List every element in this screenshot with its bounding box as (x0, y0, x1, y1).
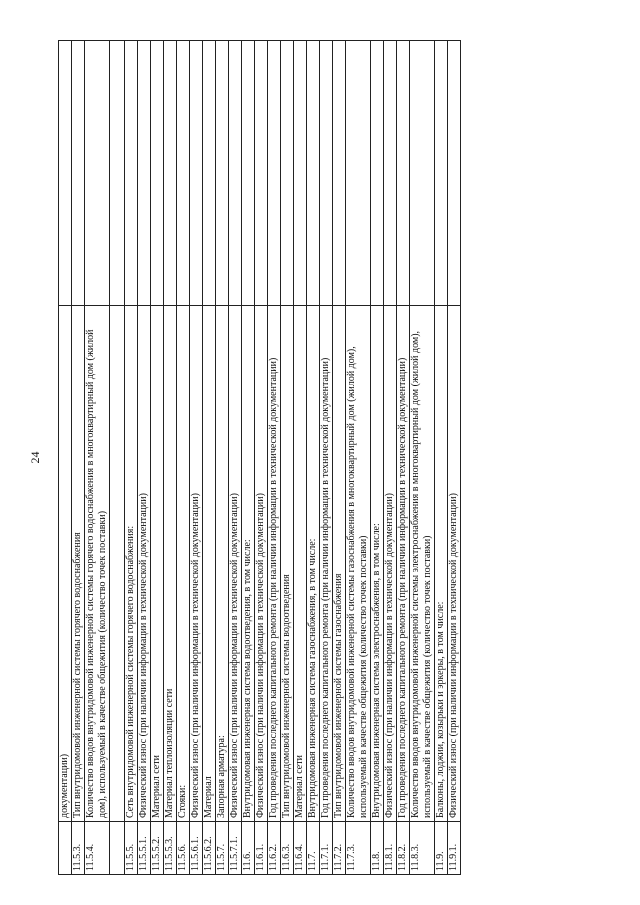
row-code: 11.7. (307, 822, 320, 875)
row-code: 11.6.3. (281, 822, 294, 875)
row-value-cell (294, 41, 307, 306)
row-text: Балконы, лоджии, козырьки и эркеры, в том числе: (435, 306, 448, 822)
row-value-cell (72, 41, 85, 306)
row-code: 11.5.5.1. (138, 822, 151, 875)
row-text: Материал теплоизоляции сети (164, 306, 177, 822)
row-value-cell (110, 41, 125, 306)
row-value-cell (203, 41, 216, 306)
row-code: 11.6.1. (255, 822, 268, 875)
row-value-cell (164, 41, 177, 306)
row-text: Тип внутридомовой инженерной системы горячего водоснабжения (72, 306, 85, 822)
table-row (435, 41, 448, 875)
row-text: Физический износ (при наличии информации в технической документации) (138, 306, 151, 822)
row-text: Материал (203, 306, 216, 822)
row-value-cell (397, 41, 410, 306)
row-value-cell (346, 41, 371, 306)
row-text: Количество вводов внутридомовой инженерной системы газоснабжения в многоквартирный дом (жилой дом), используемый в качестве общежития (количество точек поставки) (346, 306, 371, 822)
row-code: 11.6. (242, 822, 255, 875)
row-code: 11.7.3. (346, 822, 371, 875)
row-text: Год проведения последнего капитального ремонта (при наличии информации в технической документации) (397, 306, 410, 822)
row-text: Внутридомовая инженерная система электроснабжения, в том числе: (371, 306, 384, 822)
row-text: Физический износ (при наличии информации в технической документации) (190, 306, 203, 822)
table-row (268, 41, 281, 875)
row-value-cell (59, 41, 72, 306)
row-value-cell (371, 41, 384, 306)
table-row (59, 41, 72, 875)
row-value-cell (384, 41, 397, 306)
row-code: 11.8.2. (397, 822, 410, 875)
row-value-cell (216, 41, 229, 306)
table-row (229, 41, 242, 875)
page-number: 24 (28, 451, 42, 464)
row-value-cell (255, 41, 268, 306)
row-code (110, 822, 125, 875)
row-value-cell (85, 41, 110, 306)
row-value-cell (320, 41, 333, 306)
row-value-cell (410, 41, 435, 306)
table-body (59, 41, 461, 875)
row-value-cell (229, 41, 242, 306)
row-text: Материал сети (151, 306, 164, 822)
row-code: 11.5.5.2. (151, 822, 164, 875)
row-code: 11.5.4. (85, 822, 110, 875)
row-text: Внутридомовая инженерная система водоотведения, в том числе: (242, 306, 255, 822)
row-value-cell (138, 41, 151, 306)
data-table (58, 40, 461, 875)
row-value-cell (125, 41, 138, 306)
row-value-cell (242, 41, 255, 306)
row-code: 11.6.4. (294, 822, 307, 875)
row-value-cell (268, 41, 281, 306)
table-row (125, 41, 138, 875)
row-value-cell (307, 41, 320, 306)
table-row (281, 41, 294, 875)
row-text: Тип внутридомовой инженерной системы водоотведения (281, 306, 294, 822)
row-code: 11.9.1. (448, 822, 461, 875)
table-row (177, 41, 190, 875)
row-code: 11.6.2. (268, 822, 281, 875)
row-text (110, 306, 125, 822)
table-row (85, 41, 110, 875)
rotated-page (28, 40, 598, 875)
table-row (307, 41, 320, 875)
row-code: 11.5.6.2. (203, 822, 216, 875)
row-code: 11.5.7.1. (229, 822, 242, 875)
table-row (72, 41, 85, 875)
table-row (371, 41, 384, 875)
row-text: документации) (59, 306, 72, 822)
row-text: Физический износ (при наличии информации в технической документации) (229, 306, 242, 822)
table-row (294, 41, 307, 875)
table-row (384, 41, 397, 875)
table-row (255, 41, 268, 875)
row-text: Физический износ (при наличии информации в технической документации) (448, 306, 461, 822)
row-text: Физический износ (при наличии информации в технической документации) (384, 306, 397, 822)
row-code: 11.8.1. (384, 822, 397, 875)
table-row (242, 41, 255, 875)
table-row (164, 41, 177, 875)
table-row (138, 41, 151, 875)
row-text: Внутридомовая инженерная система газоснабжения, в том числе: (307, 306, 320, 822)
row-code: 11.5.7. (216, 822, 229, 875)
table-row (216, 41, 229, 875)
row-code (59, 822, 72, 875)
row-code: 11.5.5. (125, 822, 138, 875)
row-text: Сеть внутридомовой инженерной системы горячего водоснабжения: (125, 306, 138, 822)
row-code: 11.5.6. (177, 822, 190, 875)
row-value-cell (177, 41, 190, 306)
table-row (320, 41, 333, 875)
row-value-cell (281, 41, 294, 306)
table-row (203, 41, 216, 875)
table-row (410, 41, 435, 875)
table-row (346, 41, 371, 875)
row-text: Запорная арматура: (216, 306, 229, 822)
row-code: 11.8. (371, 822, 384, 875)
row-text: Тип внутридомовой инженерной системы газоснабжения (333, 306, 346, 822)
row-value-cell (448, 41, 461, 306)
row-text: Количество вводов внутридомовой инженерной системы электроснабжения в многоквартирный дом (жилой дом), используемый в качестве общежития (количество точек поставки) (410, 306, 435, 822)
row-value-cell (333, 41, 346, 306)
table-row (333, 41, 346, 875)
row-text: Год проведения последнего капитального ремонта (при наличии информации в технической документации) (268, 306, 281, 822)
row-text: Год проведения последнего капитального ремонта (при наличии информации в технической документации) (320, 306, 333, 822)
table-row (110, 41, 125, 875)
row-code: 11.7.1. (320, 822, 333, 875)
row-value-cell (151, 41, 164, 306)
row-text: Стояки: (177, 306, 190, 822)
row-code: 11.5.5.3. (164, 822, 177, 875)
table-row (397, 41, 410, 875)
row-code: 11.9. (435, 822, 448, 875)
row-code: 11.7.2. (333, 822, 346, 875)
row-value-cell (190, 41, 203, 306)
row-code: 11.5.6.1. (190, 822, 203, 875)
row-code: 11.8.3. (410, 822, 435, 875)
table-row (190, 41, 203, 875)
table-row (448, 41, 461, 875)
table-row (151, 41, 164, 875)
row-text: Физический износ (при наличии информации в технической документации) (255, 306, 268, 822)
row-text: Количество вводов внутридомовой инженерной системы горячего водоснабжения в многоквартирный дом (жилой дом), используемый в качестве общежития (количество точек поставки) (85, 306, 110, 822)
row-code: 11.5.3. (72, 822, 85, 875)
row-text: Материал сети (294, 306, 307, 822)
row-value-cell (435, 41, 448, 306)
